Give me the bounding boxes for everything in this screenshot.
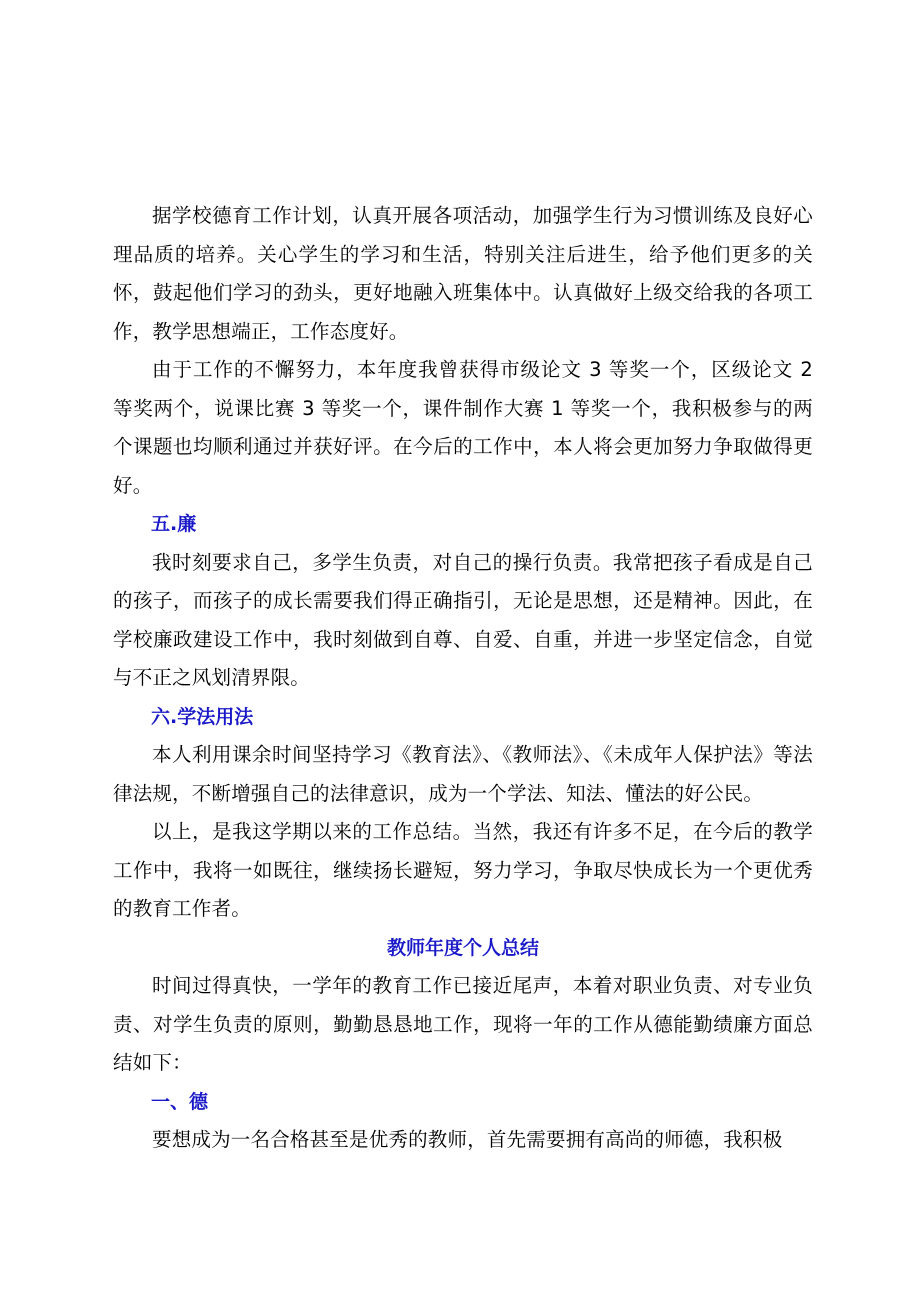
paragraph-conclusion: 以上，是我这学期以来的工作总结。当然，我还有许多不足，在今后的教学工作中，我将一如既往，继续扬长避短，努力学习，争取尽快成长为一个更优秀的教育工作者。	[113, 820, 813, 920]
paragraph-moral-education: 据学校德育工作计划，认真开展各项活动，加强学生行为习惯训练及良好心理品质的培养。关心学生的学习和生活，特别关注后进生，给予他们更多的关怀，鼓起他们学习的劲头，更好地融入班集体中。认真做好上级交给我的各项工作，教学思想端正，工作态度好。	[113, 204, 813, 343]
heading-law: 六.学法用法	[151, 705, 254, 728]
paragraph-ethics: 要想成为一名合格甚至是优秀的教师，首先需要拥有高尚的师德，我积极	[152, 1128, 783, 1151]
paragraph-law-study: 本人利用课余时间坚持学习《教育法》、《教师法》、《未成年人保护法》等法律法规，不断增强自己的法律意识，成为一个学法、知法、懂法的好公民。	[113, 743, 813, 805]
document-body	[113, 197, 813, 1160]
paragraph-intro: 时间过得真快，一学年的教育工作已接近尾声，本着对职业负责、对专业负责、对学生负责的原则，勤勤恳恳地工作，现将一年的工作从德能勤绩廉方面总结如下：	[113, 974, 813, 1074]
heading-lian: 五.廉	[151, 513, 197, 535]
heading-de: 一、德	[151, 1090, 209, 1113]
section-title: 教师年度个人总结	[386, 936, 539, 959]
paragraph-achievements: 由于工作的不懈努力，本年度我曾获得市级论文 3 等奖一个，区级论文 2 等奖两个，说课比赛 3 等奖一个，课件制作大赛 1 等奖一个，我积极参与的两个课题也均顺利通过并获好评。在今后的工作中，本人将会更加努力争取做得更好。	[113, 358, 813, 497]
paragraph-integrity: 我时刻要求自己，多学生负责，对自己的操行负责。我常把孩子看成是自己的孩子，而孩子的成长需要我们得正确指引，无论是思想，还是精神。因此，在学校廉政建设工作中，我时刻做到自尊、自爱、自重，并进一步坚定信念，自觉与不正之风划清界限。	[113, 550, 813, 689]
